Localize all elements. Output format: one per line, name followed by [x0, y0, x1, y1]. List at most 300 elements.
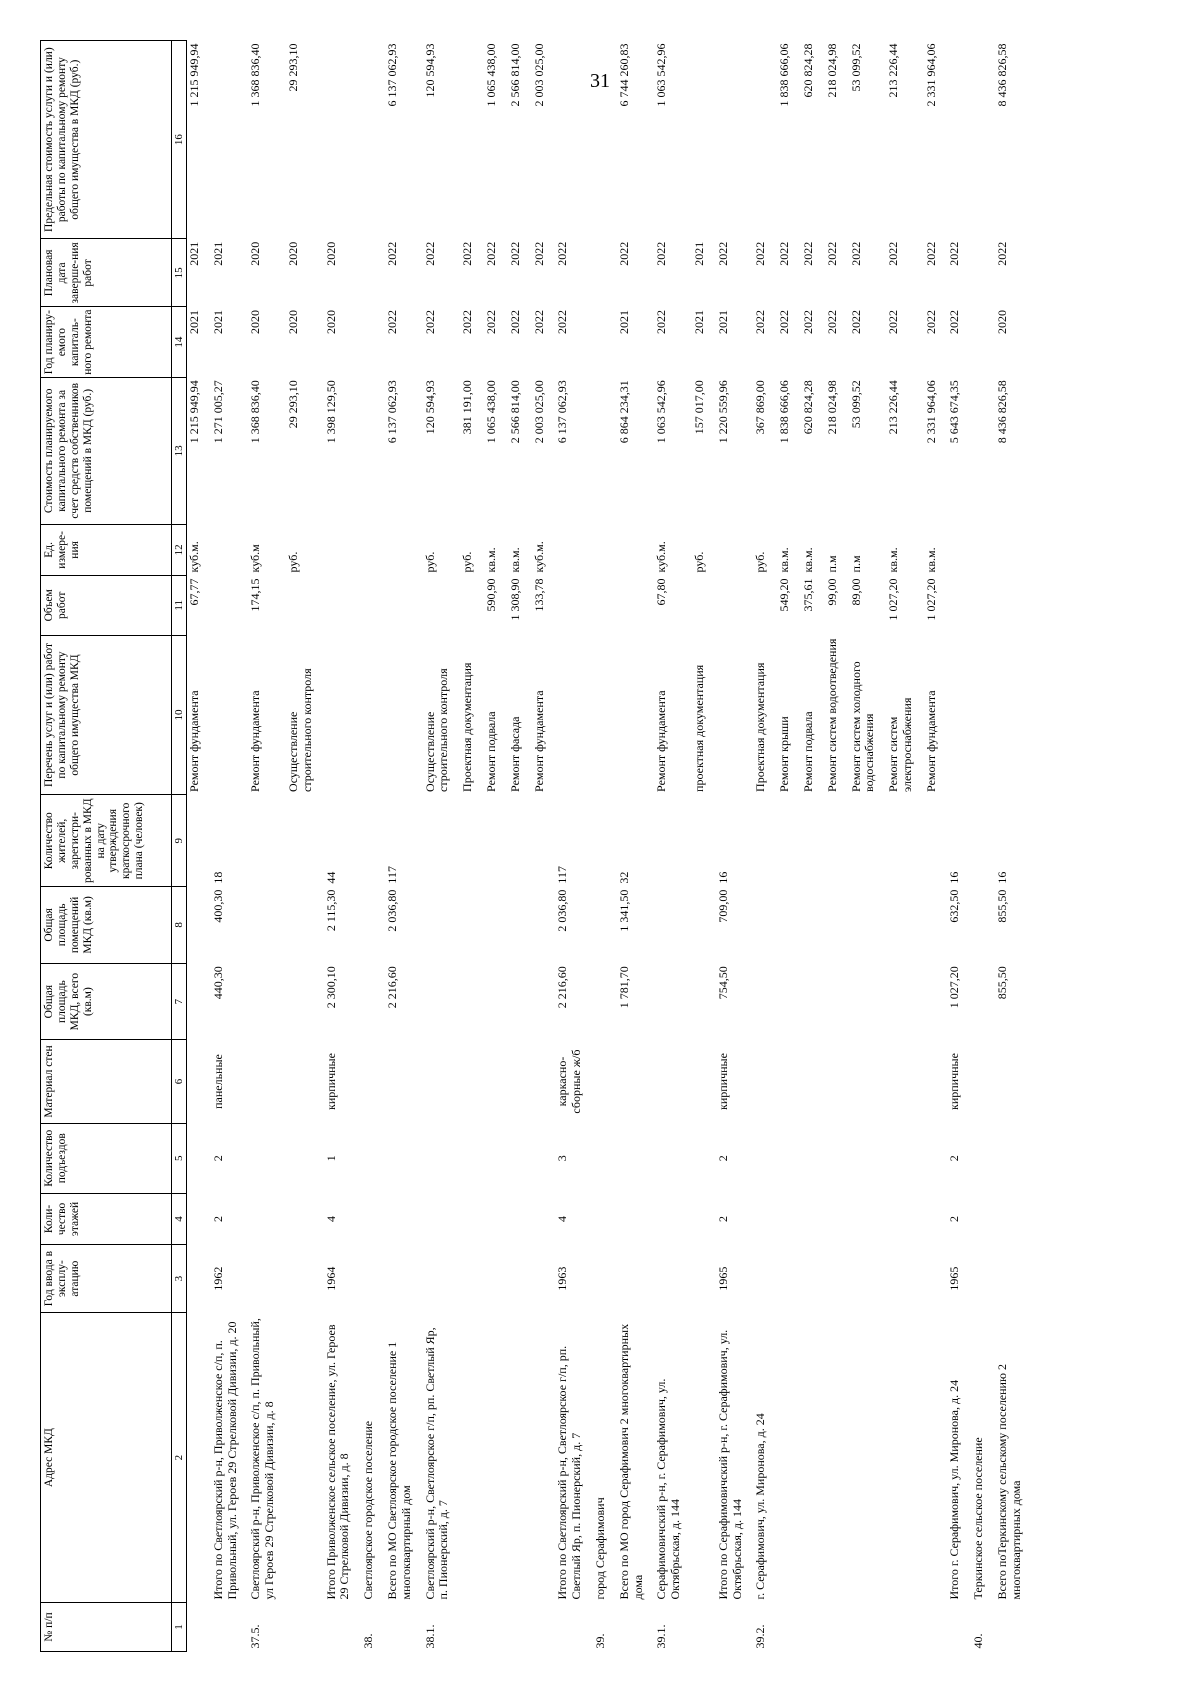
row-end-date: 2022	[483, 241, 498, 266]
row-premises-area: 2 115,30	[323, 889, 338, 932]
row-address	[692, 1313, 708, 1603]
row-repair-year	[361, 307, 377, 377]
row-volume: 590,90	[483, 578, 498, 612]
row-number	[324, 1603, 354, 1652]
row-end-date: 2022	[777, 241, 792, 266]
table-row	[995, 41, 1025, 1652]
row-spacer-cell	[476, 41, 484, 1652]
row-limit-cost	[692, 41, 708, 239]
row-floors	[971, 1193, 987, 1244]
row-volume: 99,00	[824, 578, 839, 606]
row-premises-area	[801, 887, 817, 964]
row-spacer	[841, 41, 849, 1652]
row-limit-cost: 6 137 062,93	[384, 43, 399, 107]
row-spacer	[878, 41, 886, 1652]
row-repair-year: 2022	[848, 309, 863, 334]
column-number: 5	[172, 1123, 187, 1193]
row-work: Ремонт фундамента	[248, 690, 263, 792]
row-end-date: 2020	[323, 241, 338, 266]
row-work: Ремонт фундамента	[531, 690, 546, 792]
row-limit-cost: 1 368 836,40	[248, 43, 263, 107]
row-total-area	[971, 963, 987, 1040]
row-spacer	[377, 41, 385, 1652]
header-cell-year: Год ввода в эксплу-атацию	[41, 1245, 172, 1313]
row-year	[361, 1245, 377, 1313]
row-address: Итого по Светлоярский р-н, Приволженское с/п, п. Привольный, ул. Героев 29 Стрелковой Дивизии, д. 20	[210, 1321, 239, 1600]
row-entrances	[423, 1123, 453, 1193]
row-premises-area	[825, 887, 841, 964]
row-spacer-cell	[817, 41, 825, 1652]
row-entrances	[849, 1123, 879, 1193]
row-volume	[423, 575, 453, 635]
row-spacer-cell	[745, 41, 753, 1652]
header-cell-premises-area: Общая площадь помещений МКД (кв.м)	[41, 887, 172, 964]
row-unit	[385, 524, 415, 575]
row-premises-area	[248, 887, 278, 964]
row-year	[753, 1245, 769, 1313]
column-number: 10	[172, 635, 187, 795]
column-number: 3	[172, 1245, 187, 1313]
row-total-area	[924, 963, 940, 1040]
row-address: Светлоярское городское поселение	[361, 1420, 376, 1600]
row-residents	[248, 795, 278, 887]
row-total-area	[825, 963, 841, 1040]
row-spacer	[547, 41, 555, 1652]
row-residents: 16	[947, 871, 962, 884]
row-address	[286, 1313, 316, 1603]
row-premises-area: 1 341,50	[616, 889, 631, 932]
row-entrances	[801, 1123, 817, 1193]
row-year: 1962	[210, 1266, 225, 1291]
row-premises-area: 400,30	[210, 889, 225, 923]
row-floors	[484, 1193, 500, 1244]
row-residents: 117	[555, 866, 570, 884]
row-entrances	[460, 1123, 476, 1193]
row-repair-year: 2021	[691, 309, 706, 334]
row-cost: 120 594,93	[422, 380, 437, 435]
row-cost	[361, 377, 377, 524]
row-repair-year	[593, 307, 609, 377]
table-row	[654, 41, 684, 1652]
row-cost: 6 864 234,31	[616, 380, 631, 444]
row-volume: 67,77	[187, 578, 201, 606]
column-number-row	[172, 41, 187, 1652]
row-floors	[849, 1193, 879, 1244]
row-work	[971, 635, 987, 795]
row-address: Всего по МО город Серафимович 2 многоквартирных дома	[616, 1323, 645, 1600]
table-row	[508, 41, 524, 1652]
row-wall-material	[849, 1040, 879, 1123]
row-premises-area	[654, 887, 684, 964]
row-volume: 89,00	[848, 578, 863, 606]
column-number: 12	[172, 524, 187, 575]
row-total-area: 2 300,10	[323, 966, 338, 1009]
row-residents: 117	[384, 866, 399, 884]
row-entrances: 3	[555, 1155, 570, 1162]
row-residents	[849, 795, 879, 887]
row-total-area: 2 216,60	[555, 966, 570, 1009]
row-residents: 18	[210, 871, 225, 884]
table-row	[924, 41, 940, 1652]
row-volume	[324, 575, 354, 635]
row-total-area	[248, 963, 278, 1040]
row-wall-material	[692, 1040, 708, 1123]
row-repair-year: 2022	[507, 309, 522, 334]
row-residents	[753, 795, 769, 887]
row-year	[286, 1245, 316, 1313]
row-limit-cost	[211, 41, 241, 239]
row-work: Осуществление строительного контроля	[285, 668, 314, 792]
row-entrances	[753, 1123, 769, 1193]
row-premises-area	[532, 887, 548, 964]
row-unit: кв.м.	[777, 547, 792, 573]
row-entrances: 2	[210, 1155, 225, 1162]
row-cost: 381 191,00	[460, 380, 475, 435]
row-wall-material	[532, 1040, 548, 1123]
row-end-date: 2021	[187, 241, 201, 266]
row-total-area	[532, 963, 548, 1040]
row-floors	[361, 1193, 377, 1244]
row-wall-material	[508, 1040, 524, 1123]
row-premises-area	[286, 887, 316, 964]
row-work: Проектная документация	[460, 662, 475, 792]
row-wall-material	[248, 1040, 278, 1123]
table-row	[593, 41, 609, 1652]
table-row	[777, 41, 793, 1652]
row-work: проектная документация	[691, 664, 706, 792]
row-wall-material: кирпичные	[715, 1053, 730, 1110]
table-row	[211, 41, 241, 1652]
row-premises-area: 709,00	[715, 889, 730, 923]
repair-plan-table	[40, 40, 1033, 1652]
row-number	[532, 1603, 548, 1652]
row-number	[385, 1603, 415, 1652]
table-row	[361, 41, 377, 1652]
row-total-area	[361, 963, 377, 1040]
row-unit	[947, 524, 963, 575]
row-volume: 133,78	[531, 578, 546, 612]
table-row	[617, 41, 647, 1652]
row-entrances	[692, 1123, 708, 1193]
row-wall-material	[423, 1040, 453, 1123]
row-unit: п.м	[848, 555, 863, 573]
row-number	[460, 1603, 476, 1652]
row-cost: 1 063 542,96	[654, 380, 669, 444]
row-entrances	[532, 1123, 548, 1193]
row-end-date: 2022	[947, 241, 962, 266]
row-limit-cost: 53 099,52	[848, 43, 863, 92]
row-unit: кв.м.	[507, 547, 522, 573]
row-floors: 2	[210, 1215, 225, 1222]
row-number	[849, 1603, 879, 1652]
row-floors	[532, 1193, 548, 1244]
row-limit-cost	[361, 41, 377, 239]
row-address	[801, 1313, 817, 1603]
row-spacer	[353, 41, 361, 1652]
row-volume: 375,61	[800, 578, 815, 612]
row-total-area: 754,50	[715, 966, 730, 1000]
row-total-area	[508, 963, 524, 1040]
row-limit-cost: 2 331 964,06	[923, 43, 938, 107]
row-spacer	[708, 41, 716, 1652]
row-spacer-cell	[353, 41, 361, 1652]
row-unit: кв.м.	[886, 547, 901, 573]
row-entrances	[777, 1123, 793, 1193]
row-work	[361, 635, 377, 795]
row-entrances	[886, 1123, 916, 1193]
row-premises-area: 632,50	[947, 889, 962, 923]
row-residents	[777, 795, 793, 887]
row-repair-year	[971, 307, 987, 377]
row-limit-cost	[947, 41, 963, 239]
row-end-date: 2020	[285, 241, 300, 266]
row-floors: 4	[323, 1215, 338, 1222]
row-unit	[555, 524, 585, 575]
row-wall-material	[886, 1040, 916, 1123]
row-year	[460, 1245, 476, 1313]
row-cost: 213 226,44	[886, 380, 901, 435]
row-floors	[753, 1193, 769, 1244]
row-cost: 8 436 826,58	[995, 380, 1010, 444]
column-number: 13	[172, 377, 187, 524]
row-cost	[593, 377, 609, 524]
row-cost: 1 398 129,50	[323, 380, 338, 444]
row-wall-material: кирпичные	[323, 1053, 338, 1110]
row-entrances: 2	[947, 1155, 962, 1162]
row-premises-area	[187, 887, 203, 964]
table-row	[286, 41, 316, 1652]
row-address: Итого г. Серафимович, ул. Миронова, д. 24	[947, 1379, 962, 1600]
row-residents	[187, 795, 203, 887]
row-premises-area	[777, 887, 793, 964]
row-premises-area	[460, 887, 476, 964]
row-address: Итого по Светлоярский р-н, Светлоярское г/п, рп. Светлый Яр, п. Пионерский, д. 7	[555, 1345, 584, 1600]
row-address	[532, 1313, 548, 1603]
row-address	[825, 1313, 841, 1603]
row-year: 1965	[715, 1266, 730, 1291]
row-work: Ремонт систем холодного водоснабжения	[848, 661, 877, 792]
row-number	[886, 1603, 916, 1652]
row-address	[484, 1313, 500, 1603]
row-premises-area	[423, 887, 453, 964]
row-number	[555, 1603, 585, 1652]
table-body	[187, 41, 1033, 1652]
row-year: 1965	[947, 1266, 962, 1291]
row-number	[508, 1603, 524, 1652]
row-number	[617, 1603, 647, 1652]
row-limit-cost	[555, 41, 585, 239]
row-repair-year: 2022	[384, 309, 399, 334]
row-total-area	[777, 963, 793, 1040]
row-year	[423, 1245, 453, 1313]
row-residents	[593, 795, 609, 887]
row-total-area	[286, 963, 316, 1040]
row-unit	[617, 524, 647, 575]
column-number: 1	[172, 1603, 187, 1652]
row-entrances	[248, 1123, 278, 1193]
row-floors	[617, 1193, 647, 1244]
header-cell-end-date: Плановая дата заверше-ния работ	[41, 239, 172, 307]
row-unit	[593, 524, 609, 575]
row-unit	[971, 524, 987, 575]
row-address	[924, 1313, 940, 1603]
row-unit	[361, 524, 377, 575]
column-number: 2	[172, 1313, 187, 1603]
row-unit	[995, 524, 1025, 575]
row-entrances	[617, 1123, 647, 1193]
row-volume	[211, 575, 241, 635]
row-premises-area	[886, 887, 916, 964]
row-premises-area	[692, 887, 708, 964]
row-number: 39.1.	[654, 1624, 669, 1649]
header-cell-limit-cost: Предельная стоимость услуги и (или) работы по капитальному ремонту общего имущества в МКД (руб.)	[41, 41, 172, 239]
row-spacer	[793, 41, 801, 1652]
row-work: Ремонт крыши	[777, 716, 792, 792]
row-repair-year: 2021	[210, 309, 225, 334]
column-number: 7	[172, 963, 187, 1040]
row-repair-year: 2020	[285, 309, 300, 334]
row-residents	[532, 795, 548, 887]
row-unit: руб.	[285, 551, 300, 573]
row-premises-area: 855,50	[995, 889, 1010, 923]
row-spacer	[769, 41, 777, 1652]
row-repair-year: 2022	[483, 309, 498, 334]
row-entrances	[971, 1123, 987, 1193]
row-floors	[777, 1193, 793, 1244]
row-end-date	[971, 239, 987, 307]
row-address: Всего поТеркинскому сельскому поселению 2 многоквартирных дома	[995, 1364, 1023, 1600]
row-limit-cost	[460, 41, 476, 239]
row-address: Теркинское сельское поселение	[971, 1437, 986, 1600]
row-cost: 6 137 062,93	[555, 380, 570, 444]
row-number: 38.	[361, 1633, 376, 1649]
row-floors	[460, 1193, 476, 1244]
row-unit: руб.	[460, 551, 475, 573]
row-premises-area	[484, 887, 500, 964]
row-number	[995, 1603, 1025, 1652]
row-end-date: 2022	[654, 241, 669, 266]
row-number	[187, 1603, 203, 1652]
row-wall-material	[801, 1040, 817, 1123]
row-address: Итого Приволженское сельское поселение, ул. Героев 29 Стрелковой Дивизии, д. 8	[323, 1324, 352, 1600]
column-number: 9	[172, 795, 187, 887]
row-unit: куб.м.	[531, 541, 546, 573]
row-residents	[508, 795, 524, 887]
row-limit-cost	[593, 41, 609, 239]
column-number: 15	[172, 239, 187, 307]
header-row	[41, 41, 172, 1652]
row-total-area: 2 216,60	[384, 966, 399, 1009]
row-unit: кв.м.	[483, 547, 498, 573]
column-number: 8	[172, 887, 187, 964]
row-unit: куб.м.	[187, 541, 201, 573]
row-cost: 53 099,52	[848, 380, 863, 429]
table-row	[801, 41, 817, 1652]
row-wall-material	[995, 1040, 1025, 1123]
row-spacer	[916, 41, 924, 1652]
row-unit: кв.м.	[800, 547, 815, 573]
row-cost: 157 017,00	[691, 380, 706, 435]
row-work	[617, 635, 647, 795]
row-volume: 1 308,90	[507, 578, 522, 621]
row-spacer-cell	[916, 41, 924, 1652]
row-spacer	[817, 41, 825, 1652]
row-repair-year: 2020	[323, 309, 338, 334]
row-end-date: 2021	[691, 241, 706, 266]
column-number: 4	[172, 1193, 187, 1244]
row-spacer	[939, 41, 947, 1652]
table-row	[825, 41, 841, 1652]
row-spacer-cell	[500, 41, 508, 1652]
row-spacer-cell	[684, 41, 692, 1652]
row-limit-cost	[753, 41, 769, 239]
row-spacer	[476, 41, 484, 1652]
row-repair-year: 2021	[715, 309, 730, 334]
column-number: 14	[172, 307, 187, 377]
row-spacer-cell	[452, 41, 460, 1652]
row-spacer	[203, 41, 211, 1652]
row-unit	[211, 524, 241, 575]
row-spacer	[1025, 41, 1033, 1652]
row-cost: 6 137 062,93	[384, 380, 399, 444]
row-spacer-cell	[963, 41, 971, 1652]
row-volume: 67,80	[654, 578, 669, 606]
row-spacer-cell	[278, 41, 286, 1652]
row-residents	[971, 795, 987, 887]
table-row	[555, 41, 585, 1652]
row-work	[593, 635, 609, 795]
row-wall-material: панельные	[210, 1054, 225, 1109]
row-premises-area	[849, 887, 879, 964]
row-address: город Серафимович	[592, 1497, 607, 1600]
row-spacer	[278, 41, 286, 1652]
row-repair-year: 2020	[995, 309, 1010, 334]
row-residents	[801, 795, 817, 887]
row-repair-year: 2021	[616, 309, 631, 334]
table-row	[423, 41, 453, 1652]
row-cost: 1 065 438,00	[483, 380, 498, 444]
row-spacer-cell	[939, 41, 947, 1652]
row-limit-cost: 2 003 025,00	[531, 43, 546, 107]
row-year	[886, 1245, 916, 1313]
row-wall-material	[825, 1040, 841, 1123]
row-spacer-cell	[708, 41, 716, 1652]
row-number	[716, 1603, 746, 1652]
row-total-area	[692, 963, 708, 1040]
header-cell-unit: Ед. измере-ния	[41, 524, 172, 575]
row-total-area	[460, 963, 476, 1040]
row-volume	[947, 575, 963, 635]
row-residents	[484, 795, 500, 887]
row-year	[777, 1245, 793, 1313]
row-total-area: 855,50	[995, 966, 1010, 1000]
row-residents	[825, 795, 841, 887]
row-address	[777, 1313, 793, 1603]
row-unit: руб.	[422, 551, 437, 573]
row-entrances	[593, 1123, 609, 1193]
row-end-date: 2020	[248, 241, 263, 266]
row-volume: 549,20	[777, 578, 792, 612]
row-number	[211, 1603, 241, 1652]
row-total-area: 440,30	[210, 966, 225, 1000]
row-address: Серафимовичский р-н, г. Серафимович, ул. Октябрьская, д. 144	[654, 1378, 683, 1600]
row-limit-cost: 620 824,28	[800, 43, 815, 98]
row-end-date: 2022	[800, 241, 815, 266]
row-work	[385, 635, 415, 795]
table-row	[947, 41, 963, 1652]
rotated-table-sheet	[40, 40, 1160, 1652]
row-spacer-cell	[240, 41, 248, 1652]
